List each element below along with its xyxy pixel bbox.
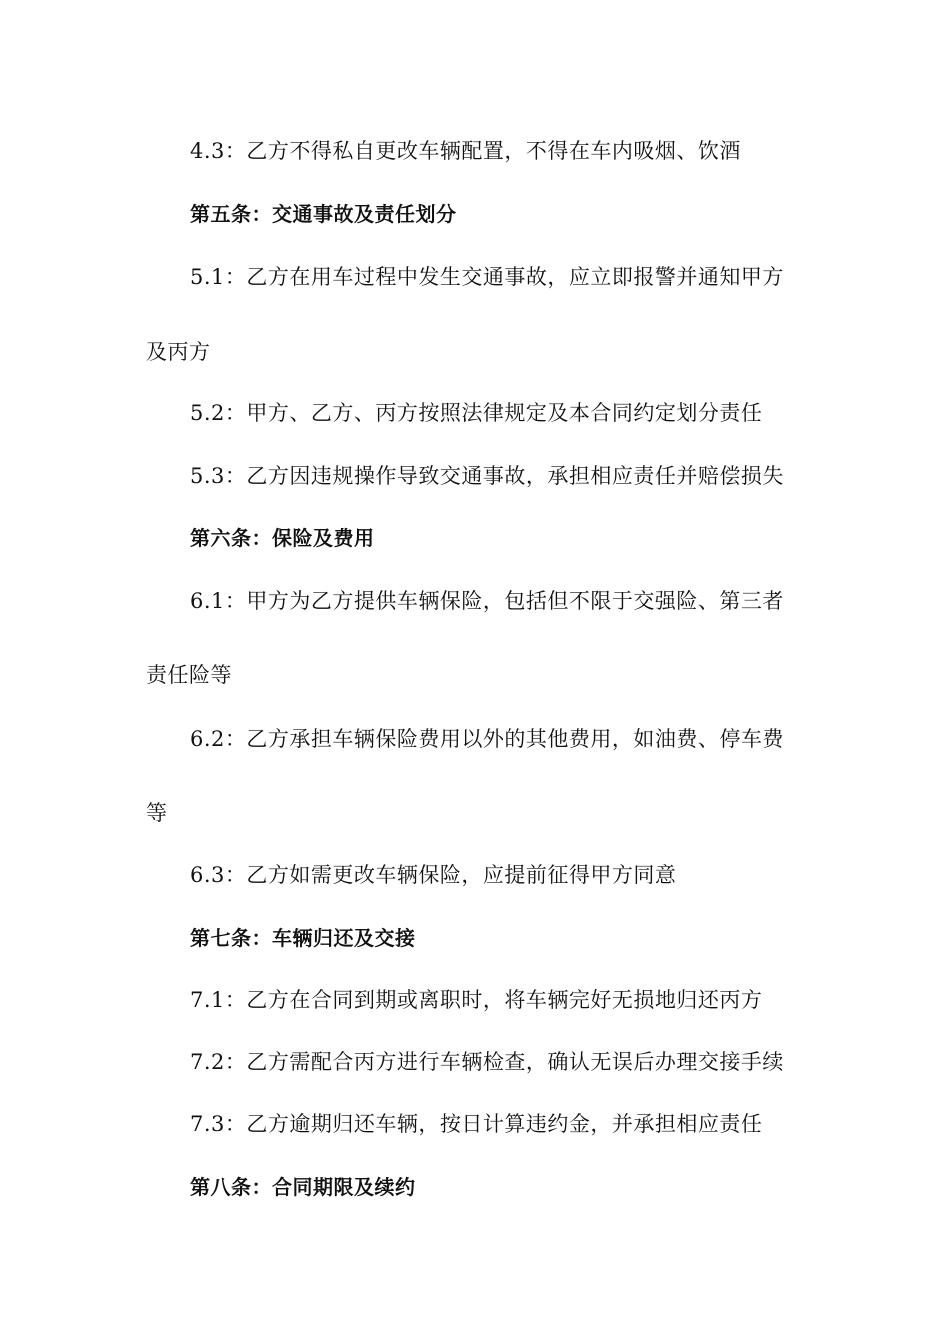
clause-5-1-continuation: 及丙方 [146,340,211,364]
clause-4-3: 4.3：乙方不得私自更改车辆配置，不得在车内吸烟、饮酒 [190,139,741,163]
article-5-heading: 第五条：交通事故及责任划分 [190,202,457,226]
clause-6-1-continuation: 责任险等 [146,663,232,687]
clause-6-3: 6.3：乙方如需更改车辆保险，应提前征得甲方同意 [190,863,677,887]
clause-5-3: 5.3：乙方因违规操作导致交通事故，承担相应责任并赔偿损失 [190,464,784,488]
clause-5-1: 5.1：乙方在用车过程中发生交通事故，应立即报警并通知甲方 [190,265,784,289]
clause-6-2: 6.2：乙方承担车辆保险费用以外的其他费用，如油费、停车费 [190,727,784,751]
clause-6-1: 6.1：甲方为乙方提供车辆保险，包括但不限于交强险、第三者 [190,589,784,613]
article-7-heading: 第七条：车辆归还及交接 [190,926,416,950]
article-6-heading: 第六条：保险及费用 [190,526,375,550]
clause-7-1: 7.1：乙方在合同到期或离职时，将车辆完好无损地归还丙方 [190,988,763,1012]
clause-5-2: 5.2：甲方、乙方、丙方按照法律规定及本合同约定划分责任 [190,401,763,425]
clause-7-2: 7.2：乙方需配合丙方进行车辆检查，确认无误后办理交接手续 [190,1050,784,1074]
clause-7-3: 7.3：乙方逾期归还车辆，按日计算违约金，并承担相应责任 [190,1112,763,1136]
article-8-heading: 第八条：合同期限及续约 [190,1175,416,1199]
clause-6-2-continuation: 等 [146,801,168,825]
